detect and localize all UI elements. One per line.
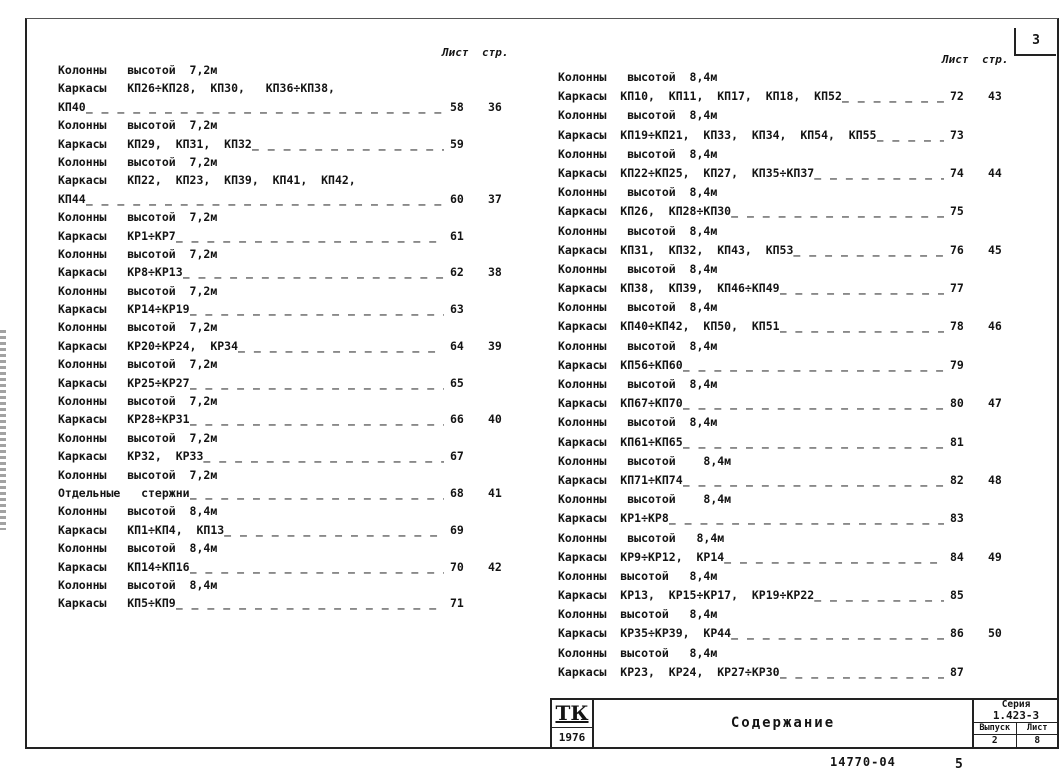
toc-left-column xyxy=(58,45,518,613)
toc-entry-text: Каркасы КП40÷КП42, КП50, КП51 xyxy=(558,319,780,334)
toc-sheet-number: 70 xyxy=(450,559,464,574)
toc-entry-text: Колонны высотой 8,4м xyxy=(558,607,718,622)
toc-entry-text: Колонны высотой 8,4м xyxy=(58,504,218,519)
toc-page-number: 39 xyxy=(488,338,502,353)
toc-page-number: 46 xyxy=(988,319,1002,334)
toc-entry xyxy=(558,548,1018,567)
dot-leader xyxy=(780,279,944,298)
series-label: Серия xyxy=(1001,699,1031,710)
toc-sheet-number: 80 xyxy=(950,396,964,411)
toc-sheet-number: 85 xyxy=(950,588,964,603)
toc-entry xyxy=(558,624,1018,643)
toc-sheet-number: 78 xyxy=(950,319,964,334)
dot-leader xyxy=(252,135,444,153)
toc-entry-text: КП44 xyxy=(58,191,86,206)
toc-sheet-number: 81 xyxy=(950,434,964,449)
toc-page-number: 49 xyxy=(988,549,1002,564)
toc-entry xyxy=(558,394,1018,413)
toc-entry-text: Колонны высотой 7,2м xyxy=(58,394,218,409)
toc-entry xyxy=(558,663,1018,682)
toc-entry-text: Колонны высотой 7,2м xyxy=(58,154,218,169)
toc-entry xyxy=(58,429,518,447)
dot-leader xyxy=(724,548,944,567)
header-page-label: стр. xyxy=(482,46,509,59)
toc-sheet-number: 65 xyxy=(450,375,464,390)
toc-entry-text: КП40 xyxy=(58,99,86,114)
toc-page-number: 50 xyxy=(988,626,1002,641)
toc-entry xyxy=(58,521,518,539)
toc-sheet-number: 68 xyxy=(450,485,464,500)
toc-entry xyxy=(58,594,518,612)
toc-entry-text: Каркасы КП26, КП28÷КП30 xyxy=(558,204,732,219)
dot-leader xyxy=(176,594,444,612)
toc-entry-text: Каркасы КР14÷КР19 xyxy=(58,302,190,317)
toc-entry-text: Каркасы КП38, КП39, КП46÷КП49 xyxy=(558,281,780,296)
title-block xyxy=(550,698,1058,748)
dot-leader xyxy=(224,521,444,539)
toc-entry xyxy=(558,68,1018,87)
toc-entry xyxy=(558,605,1018,624)
dot-leader xyxy=(669,509,944,528)
toc-entry xyxy=(558,241,1018,260)
toc-entry-text: Колонны высотой 7,2м xyxy=(58,467,218,482)
toc-entry-text: Колонны высотой 8,4м xyxy=(558,223,718,238)
toc-entry xyxy=(558,145,1018,164)
toc-entry-text: Колонны высотой 8,4м xyxy=(558,300,718,315)
toc-entry xyxy=(58,466,518,484)
dot-leader xyxy=(190,558,444,576)
toc-entry-text: Каркасы КП56÷КП60 xyxy=(558,357,683,372)
toc-entry-text: Колонны высотой 7,2м xyxy=(58,210,218,225)
toc-entry-text: Каркасы КР23, КР24, КР27÷КР30 xyxy=(558,664,780,679)
dot-leader xyxy=(683,471,944,490)
issue-sheet-grid xyxy=(974,723,1058,748)
toc-entry-text: Каркасы КР9÷КР12, КР14 xyxy=(558,549,725,564)
toc-entry xyxy=(58,153,518,171)
header-sheet-label: Лист xyxy=(442,46,469,59)
dot-leader xyxy=(793,241,944,260)
toc-entry-text: Колонны высотой 8,4м xyxy=(558,568,718,583)
toc-page-number: 43 xyxy=(988,89,1002,104)
toc-sheet-number: 67 xyxy=(450,449,464,464)
toc-page-number: 48 xyxy=(988,472,1002,487)
toc-entry-text: Колонны высотой 8,4м xyxy=(58,541,218,556)
dot-leader xyxy=(190,410,444,428)
toc-sheet-number: 76 xyxy=(950,242,964,257)
toc-entry xyxy=(558,356,1018,375)
toc-entry xyxy=(558,202,1018,221)
toc-entry xyxy=(558,337,1018,356)
toc-entry xyxy=(558,126,1018,145)
toc-sheet-number: 87 xyxy=(950,664,964,679)
toc-entry-text: Каркасы КП19÷КП21, КП33, КП34, КП54, КП55 xyxy=(558,127,877,142)
toc-entry-text: Каркасы КР20÷КР24, КР34 xyxy=(58,338,239,353)
toc-entry-text: Колонны высотой 7,2м xyxy=(58,118,218,133)
toc-entry-text: Колонны высотой 8,4м xyxy=(558,453,732,468)
dot-leader xyxy=(683,394,944,413)
toc-entry xyxy=(558,413,1018,432)
toc-sheet-number: 69 xyxy=(450,522,464,537)
header-sheet-label: Лист xyxy=(942,53,969,66)
toc-entry xyxy=(58,245,518,263)
toc-entry xyxy=(58,484,518,502)
dot-leader xyxy=(176,227,444,245)
dot-leader xyxy=(86,98,444,116)
toc-page-number: 37 xyxy=(488,191,502,206)
toc-entry xyxy=(58,116,518,134)
toc-sheet-number: 59 xyxy=(450,136,464,151)
toc-entry xyxy=(58,576,518,594)
toc-entry-text: Каркасы КР1÷КР7 xyxy=(58,228,176,243)
toc-entry-text: Каркасы КП61÷КП65 xyxy=(558,434,683,449)
toc-entry-text: Каркасы КР25÷КР27 xyxy=(58,375,190,390)
toc-entry xyxy=(558,452,1018,471)
dot-leader xyxy=(814,164,944,183)
toc-entry xyxy=(58,410,518,428)
toc-entry-text: Колонны высотой 8,4м xyxy=(558,377,718,391)
toc-sheet-number: 84 xyxy=(950,549,964,564)
dot-leader xyxy=(190,484,444,502)
toc-sheet-number: 72 xyxy=(950,89,964,104)
toc-entry xyxy=(558,490,1018,509)
toc-entry xyxy=(558,183,1018,202)
toc-entry-text: Колонны высотой 8,4м xyxy=(558,415,718,430)
toc-entry xyxy=(58,337,518,355)
toc-entry-text: Колонны высотой 8,4м xyxy=(558,108,718,123)
toc-entry xyxy=(558,529,1018,548)
dot-leader xyxy=(203,447,444,465)
toc-entry-text: Каркасы КР28÷КР31 xyxy=(58,412,190,427)
toc-sheet-number: 60 xyxy=(450,191,464,206)
toc-sheet-number: 73 xyxy=(950,127,964,142)
dot-leader xyxy=(842,87,944,106)
toc-entry xyxy=(58,355,518,373)
toc-entry-text: Колонны высотой 7,2м xyxy=(58,320,218,335)
toc-entry-text: Каркасы КП5÷КП9 xyxy=(58,596,176,611)
dot-leader xyxy=(238,337,444,355)
toc-entry xyxy=(58,447,518,465)
toc-entry xyxy=(58,171,518,189)
issue-value: 2 xyxy=(991,735,998,746)
toc-entry xyxy=(558,279,1018,298)
toc-entry-text: Колонны высотой 7,2м xyxy=(58,246,218,261)
dot-leader xyxy=(183,263,444,281)
toc-page-number: 45 xyxy=(988,242,1002,257)
dot-leader xyxy=(683,433,944,452)
toc-right-column xyxy=(558,52,1018,682)
toc-page-number: 44 xyxy=(988,165,1002,180)
toc-sheet-number: 63 xyxy=(450,302,464,317)
toc-entry-text: Колонны высотой 8,4м xyxy=(558,338,718,353)
dot-leader xyxy=(814,586,944,605)
toc-entry xyxy=(58,502,518,520)
series-cell xyxy=(972,700,1058,748)
toc-entry xyxy=(58,79,518,97)
toc-entry xyxy=(558,375,1018,394)
corner-number: 5 xyxy=(955,757,963,772)
toc-entry xyxy=(58,190,518,208)
toc-page-number: 47 xyxy=(988,396,1002,411)
toc-entry-text: Каркасы КР32, КР33 xyxy=(58,449,204,464)
toc-entry-text: Каркасы КП71÷КП74 xyxy=(558,472,683,487)
toc-entry xyxy=(558,567,1018,586)
toc-sheet-number: 86 xyxy=(950,626,964,641)
toc-entry xyxy=(58,208,518,226)
toc-entry-text: Колонны высотой 8,4м xyxy=(558,645,718,660)
toc-entry xyxy=(558,317,1018,336)
toc-sheet-number: 66 xyxy=(450,412,464,427)
toc-sheet-number: 74 xyxy=(950,165,964,180)
toc-entry xyxy=(558,509,1018,528)
toc-entry-text: Колонны высотой 8,4м xyxy=(558,185,718,200)
dot-leader xyxy=(731,202,944,221)
dot-leader xyxy=(877,126,945,145)
toc-sheet-number: 58 xyxy=(450,99,464,114)
toc-sheet-number: 77 xyxy=(950,281,964,296)
header-page-label: стр. xyxy=(982,53,1009,66)
toc-entry xyxy=(58,374,518,392)
page-number-box: 3 xyxy=(1014,28,1056,56)
toc-entry xyxy=(58,135,518,153)
toc-entry xyxy=(58,539,518,557)
toc-sheet-number: 79 xyxy=(950,357,964,372)
dot-leader xyxy=(731,624,944,643)
toc-sheet-number: 71 xyxy=(450,596,464,611)
toc-entry xyxy=(58,282,518,300)
sheet-value: 8 xyxy=(1034,735,1041,746)
toc-entry xyxy=(558,106,1018,125)
toc-entry-text: Колонны высотой 7,2м xyxy=(58,430,218,445)
toc-sheet-number: 61 xyxy=(450,228,464,243)
toc-entry xyxy=(58,263,518,281)
toc-entry-text: Каркасы КП26÷КП28, КП30, КП36÷КП38, xyxy=(58,81,335,96)
toc-entry xyxy=(58,98,518,116)
sheet-label: Лист xyxy=(1017,723,1059,735)
binding-edge-mark xyxy=(0,330,6,530)
document-title: Содержание xyxy=(730,715,836,731)
dot-leader xyxy=(190,374,444,392)
toc-entry xyxy=(58,392,518,410)
toc-entry xyxy=(558,164,1018,183)
toc-entry-text: Каркасы КП29, КП31, КП32 xyxy=(58,136,252,151)
toc-entry xyxy=(558,260,1018,279)
toc-entry xyxy=(58,300,518,318)
series-code: 1.423-3 xyxy=(974,710,1058,723)
archive-stamp-number: 14770-04 xyxy=(830,755,896,769)
dot-leader xyxy=(780,663,944,682)
toc-entry-text: Каркасы КП10, КП11, КП17, КП18, КП52 xyxy=(558,89,842,104)
toc-entry xyxy=(58,318,518,336)
issue-label: Выпуск xyxy=(974,723,1016,735)
toc-entry-text: Отдельные стержни xyxy=(58,485,190,500)
toc-sheet-number: 75 xyxy=(950,204,964,219)
toc-entry xyxy=(558,644,1018,663)
toc-entry-text: Каркасы КР35÷КР39, КР44 xyxy=(558,626,732,641)
dot-leader xyxy=(683,356,944,375)
toc-left-header xyxy=(58,45,518,61)
toc-page-number: 41 xyxy=(488,485,502,500)
toc-page-number: 38 xyxy=(488,265,502,280)
toc-entry-text: Колонны высотой 8,4м xyxy=(58,577,218,592)
toc-entry-text: Каркасы КР8÷КР13 xyxy=(58,265,183,280)
toc-right-header xyxy=(558,52,1018,68)
toc-entry xyxy=(58,61,518,79)
toc-entry-text: Колонны высотой 7,2м xyxy=(58,283,218,298)
tk-logo: ТК xyxy=(552,700,592,728)
toc-entry-text: Колонны высотой 8,4м xyxy=(558,492,732,507)
toc-entry xyxy=(558,433,1018,452)
year-label: 1976 xyxy=(558,731,586,744)
title-block-logo-cell xyxy=(552,700,594,748)
toc-entry-text: Каркасы КР1÷КР8 xyxy=(558,511,669,526)
toc-entry-text: Каркасы КП67÷КП70 xyxy=(558,396,683,411)
toc-entry-text: Каркасы КП31, КП32, КП43, КП53 xyxy=(558,242,794,257)
toc-page-number: 36 xyxy=(488,99,502,114)
toc-entry-text: Колонны высотой 7,2м xyxy=(58,357,218,372)
dot-leader xyxy=(86,190,444,208)
toc-entry-text: Колонны высотой 8,4м xyxy=(558,530,725,545)
dot-leader xyxy=(780,317,944,336)
toc-entry xyxy=(558,298,1018,317)
toc-page-number: 42 xyxy=(488,559,502,574)
toc-entry xyxy=(558,87,1018,106)
dot-leader xyxy=(190,300,444,318)
toc-entry-text: Каркасы КП22÷КП25, КП27, КП35÷КП37 xyxy=(558,165,815,180)
toc-entry-text: Колонны высотой 8,4м xyxy=(558,261,718,276)
toc-page-number: 40 xyxy=(488,412,502,427)
toc-entry-text: Каркасы КП22, КП23, КП39, КП41, КП42, xyxy=(58,173,356,188)
toc-entry xyxy=(558,222,1018,241)
toc-entry-text: Колонны высотой 8,4м xyxy=(558,146,718,161)
toc-entry xyxy=(58,227,518,245)
toc-entry-text: Каркасы КП1÷КП4, КП13 xyxy=(58,522,225,537)
toc-entry xyxy=(558,586,1018,605)
issue-cell xyxy=(974,723,1016,748)
toc-sheet-number: 64 xyxy=(450,338,464,353)
toc-entry-text: Колонны высотой 8,4м xyxy=(558,70,718,84)
sheet-cell xyxy=(1016,723,1059,748)
toc-entry xyxy=(58,558,518,576)
toc-entry xyxy=(558,471,1018,490)
toc-sheet-number: 62 xyxy=(450,265,464,280)
toc-entry-text: Колонны высотой 7,2м xyxy=(58,63,218,77)
toc-entry-text: Каркасы КР13, КР15÷КР17, КР19÷КР22 xyxy=(558,588,815,603)
toc-entry-text: Каркасы КП14÷КП16 xyxy=(58,559,190,574)
toc-sheet-number: 82 xyxy=(950,472,964,487)
toc-sheet-number: 83 xyxy=(950,511,964,526)
